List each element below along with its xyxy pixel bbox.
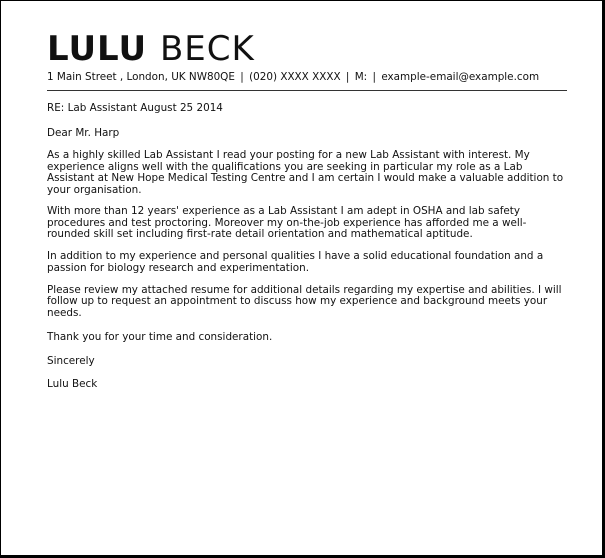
contact-separator: |: [372, 71, 377, 83]
sender-email: example-email@example.com: [381, 71, 540, 83]
sender-mobile: M:: [354, 71, 368, 83]
sender-name: [47, 31, 567, 67]
salutation: Dear Mr. Harp: [47, 127, 120, 139]
signature-name: Lulu Beck: [47, 378, 98, 391]
thanks-line: Thank you for your time and consideration.: [47, 331, 273, 344]
body-paragraph-2: With more than 12 years' experience as a Lab Assistant I am adept in OSHA and lab safety procedures and test proctoring. Moreover my on-the-job experience has afforded me a well-rounded skill set including first-rate detail orientation and mathematical aptitude.: [47, 205, 527, 241]
subject-line: RE: Lab Assistant August 25 2014: [47, 102, 223, 114]
body-paragraph-1: As a highly skilled Lab Assistant I read your posting for a new Lab Assistant with interest. My experience aligns well with the qualifications you are seeking in particular my role as a Lab Assistant at New Hope Medical Testing Centre and I am certain I would make a valuable addition to your organisation.: [47, 149, 564, 196]
body-paragraph-4: Please review my attached resume for additional details regarding my expertise and abilities. I will follow up to request an appointment to discuss how my experience and background meets your needs.: [47, 283, 562, 319]
contact-separator: |: [345, 71, 350, 83]
sender-last-name: BECK: [159, 29, 255, 69]
closing: Sincerely: [47, 355, 95, 368]
sender-phone: (020) XXXX XXXX: [249, 71, 341, 83]
sender-first-name: LULU: [47, 29, 148, 69]
letter-content: [47, 31, 567, 391]
sender-address: 1 Main Street , London, UK NW80QE: [47, 71, 235, 83]
contact-separator: |: [240, 71, 244, 83]
body-paragraph-3: In addition to my experience and personal qualities I have a solid educational foundation and a passion for biology research and experimentation.: [47, 250, 544, 274]
contact-line: [47, 71, 567, 91]
